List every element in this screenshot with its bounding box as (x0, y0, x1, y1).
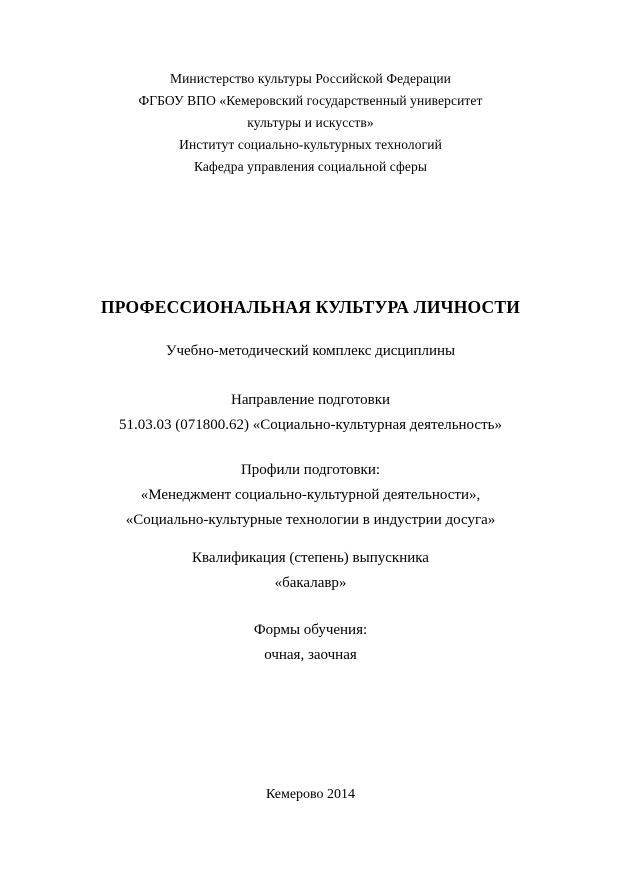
institution-header (0, 68, 621, 178)
header-line-department: Кафедра управления социальной сферы (193, 159, 428, 174)
header-line-university-2: культуры и искусств» (247, 115, 374, 130)
qualification-label: Квалификация (степень) выпускника (192, 550, 429, 566)
document-title: ПРОФЕССИОНАЛЬНАЯ КУЛЬТУРА ЛИЧНОСТИ (100, 297, 521, 317)
forms-label: Формы обучения: (253, 622, 368, 638)
document-subtitle (0, 340, 621, 362)
forms-of-study (0, 618, 621, 668)
direction-value: 51.03.03 (071800.62) «Социально-культурная деятельность» (119, 417, 502, 433)
direction-label: Направление подготовки (230, 392, 391, 408)
document-subtitle-text: Учебно-методический комплекс дисциплины (165, 343, 456, 359)
profiles-of-study (0, 458, 621, 533)
page-title (0, 296, 621, 318)
qualification (0, 546, 621, 596)
qualification-value: «бакалавр» (274, 575, 347, 591)
header-line-institute: Институт социально-культурных технологий (179, 137, 442, 152)
profile-item-1: «Менеджмент социально-культурной деятельности», (140, 487, 481, 503)
forms-value: очная, заочная (264, 647, 357, 663)
header-line-university-1: ФГБОУ ВПО «Кемеровский государственный университет (138, 93, 483, 108)
direction-of-study (0, 388, 621, 438)
profiles-label: Профили подготовки: (240, 462, 381, 478)
footer-imprint (0, 785, 621, 805)
imprint-city-year: Кемерово 2014 (265, 787, 356, 802)
profile-item-2: «Социально-культурные технологии в индустрии досуга» (125, 512, 496, 528)
header-line-ministry: Министерство культуры Российской Федерации (169, 71, 452, 86)
